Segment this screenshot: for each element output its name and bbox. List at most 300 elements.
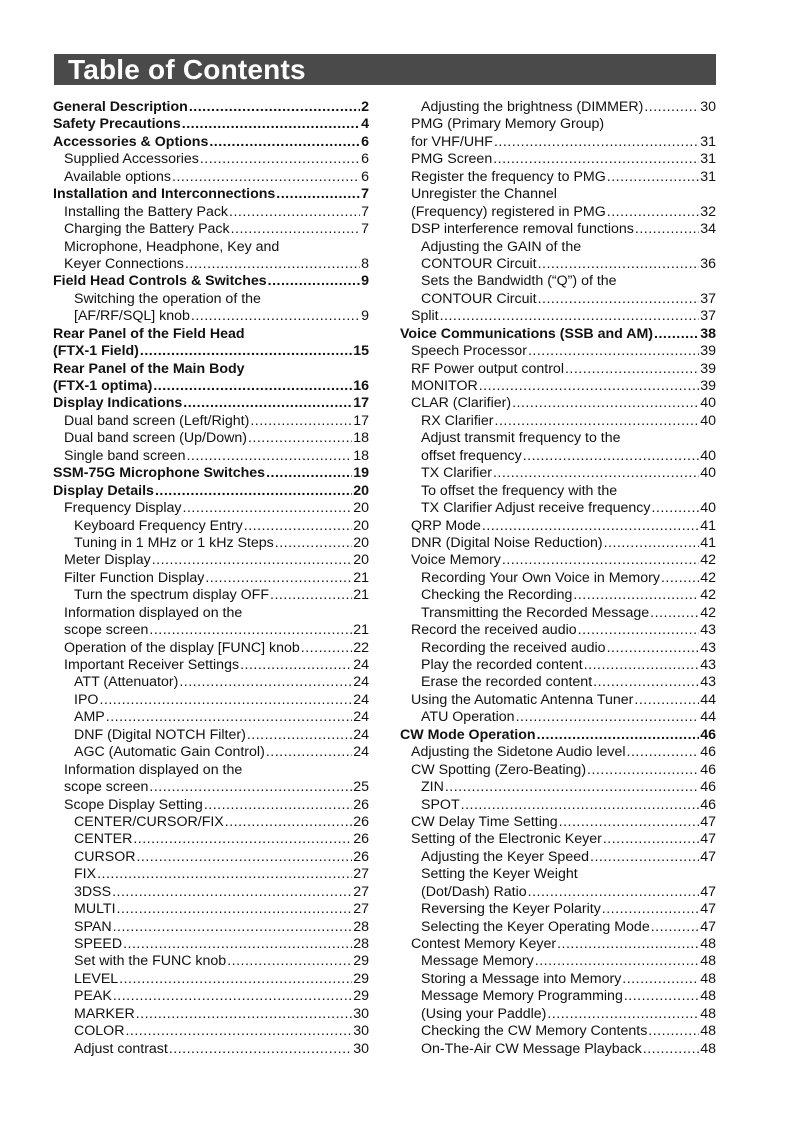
toc-entry[interactable]: [53, 308, 369, 325]
toc-entry-page: 31: [700, 168, 716, 185]
toc-entry-title: On-The-Air CW Message Playback: [421, 1040, 642, 1057]
toc-entry[interactable]: [400, 605, 716, 622]
toc-entry-title: ATT (Attenuator): [74, 674, 179, 691]
dot-leader: [482, 518, 699, 535]
toc-entry[interactable]: [53, 971, 369, 988]
dot-leader: [209, 134, 360, 151]
dot-leader: [266, 465, 352, 482]
toc-entry-title: Record the received audio: [411, 622, 577, 639]
toc-entry[interactable]: [400, 849, 716, 866]
toc-entry-page: 19: [353, 465, 369, 482]
toc-entry[interactable]: [400, 866, 716, 883]
toc-entry[interactable]: [400, 622, 716, 639]
toc-entry[interactable]: [53, 622, 369, 639]
toc-entry[interactable]: [400, 256, 716, 273]
toc-entry[interactable]: [400, 901, 716, 918]
toc-entry-page: 43: [700, 674, 716, 691]
toc-entry-title: (Frequency) registered in PMG: [411, 203, 606, 220]
toc-entry-page: 40: [700, 412, 716, 429]
toc-entry-page: 26: [353, 831, 369, 848]
toc-entry[interactable]: [53, 465, 369, 482]
toc-entry[interactable]: [400, 343, 716, 360]
toc-entry[interactable]: [400, 831, 716, 848]
toc-entry-page: 20: [353, 552, 369, 569]
toc-entry-title: Rear Panel of the Field Head: [53, 325, 245, 342]
toc-entry-page: 18: [353, 430, 369, 447]
toc-entry[interactable]: [53, 151, 369, 168]
dot-leader: [493, 465, 699, 482]
dot-leader: [113, 988, 352, 1005]
toc-entry[interactable]: [400, 361, 716, 378]
toc-entry-title: FIX: [74, 866, 97, 883]
toc-entry-title: Dual band screen (Left/Right): [64, 412, 250, 429]
toc-entry-title: Installation and Interconnections: [53, 186, 276, 203]
toc-entry[interactable]: [400, 797, 716, 814]
toc-entry[interactable]: [53, 692, 369, 709]
toc-entry[interactable]: [53, 988, 369, 1005]
dot-leader: [113, 919, 353, 936]
toc-entry[interactable]: [400, 116, 716, 133]
dot-leader: [650, 605, 699, 622]
toc-entry-page: 29: [353, 970, 369, 987]
dot-leader: [155, 483, 352, 500]
toc-entry-title: IPO: [74, 691, 99, 708]
toc-entry[interactable]: [53, 273, 369, 290]
toc-entry[interactable]: [400, 221, 716, 238]
dot-leader: [149, 779, 352, 796]
toc-entry[interactable]: [53, 1006, 369, 1023]
toc-entry[interactable]: [400, 151, 716, 168]
toc-entry[interactable]: [53, 378, 369, 395]
toc-entry-page: 47: [700, 918, 716, 935]
toc-entry-page: 40: [700, 447, 716, 464]
toc-entry[interactable]: [53, 134, 369, 151]
toc-entry-title: Play the recorded content: [421, 657, 583, 673]
toc-entry[interactable]: [400, 692, 716, 709]
toc-entry-title: PEAK: [74, 988, 112, 1005]
toc-entry-page: 46: [700, 761, 716, 778]
toc-entry[interactable]: [53, 727, 369, 744]
toc-entry-title: offset frequency: [421, 447, 522, 464]
toc-entry[interactable]: [53, 1023, 369, 1040]
toc-entry-page: 48: [700, 1023, 716, 1040]
toc-entry-page: 42: [700, 569, 716, 586]
dot-leader: [133, 831, 352, 848]
toc-entry-title: Adjusting the Keyer Speed: [421, 848, 589, 865]
toc-entry-title: Keyer Connections: [64, 255, 184, 272]
toc-entry[interactable]: [53, 657, 369, 674]
toc-entry[interactable]: [400, 657, 716, 674]
toc-entry-page: 6: [361, 151, 369, 168]
toc-entry[interactable]: [400, 814, 716, 831]
toc-entry-page: 21: [353, 587, 369, 604]
toc-entry-page: 37: [700, 308, 716, 325]
dot-leader: [495, 413, 700, 430]
toc-entry[interactable]: [53, 204, 369, 221]
toc-entry-page: 20: [353, 517, 369, 534]
toc-entry[interactable]: [400, 709, 716, 726]
toc-entry[interactable]: [53, 291, 369, 308]
toc-entry-page: 7: [361, 203, 369, 220]
toc-entry-title: Accessories & Options: [53, 133, 209, 150]
toc-entry-title: PMG Screen: [411, 151, 493, 168]
toc-entry[interactable]: [53, 326, 369, 343]
toc-entry-page: 24: [353, 657, 369, 673]
toc-entry-title: Using the Automatic Antenna Tuner: [411, 691, 634, 708]
toc-entry-page: 43: [700, 639, 716, 656]
toc-entry-title: Operation of the display [FUNC] knob: [64, 639, 300, 656]
toc-entry[interactable]: [53, 779, 369, 796]
dot-leader: [136, 849, 352, 866]
toc-entry-page: 47: [700, 831, 716, 848]
toc-entry-page: 38: [700, 325, 716, 342]
toc-entry-title: (FTX-1 optima): [53, 378, 153, 394]
toc-entry[interactable]: [53, 640, 369, 657]
dot-leader: [627, 744, 700, 761]
toc-entry-title: Register the frequency to PMG: [411, 168, 606, 185]
toc-entry-title: Safety Precautions: [53, 116, 181, 133]
dot-leader: [240, 657, 352, 674]
dot-leader: [276, 186, 360, 203]
toc-entry[interactable]: [400, 988, 716, 1005]
dot-leader: [204, 797, 352, 814]
toc-entry-page: 42: [700, 587, 716, 604]
dot-leader: [607, 169, 699, 186]
toc-entry-title: Contest Memory Keyer: [411, 936, 557, 952]
dot-leader: [200, 151, 360, 168]
toc-entry[interactable]: [400, 953, 716, 970]
toc-entry[interactable]: [53, 169, 369, 186]
toc-entry-page: 47: [700, 813, 716, 830]
dot-leader: [624, 988, 699, 1005]
toc-entry[interactable]: [53, 919, 369, 936]
toc-entry-page: 46: [700, 726, 716, 743]
dot-leader: [179, 674, 352, 691]
toc-entry-page: 44: [700, 709, 716, 726]
dot-leader: [537, 727, 700, 744]
toc-entry[interactable]: [53, 866, 369, 883]
dot-leader: [136, 1006, 353, 1023]
toc-entry-title: scope screen: [64, 622, 149, 639]
toc-entry[interactable]: [53, 709, 369, 726]
toc-entry-title: AMP: [74, 709, 105, 726]
toc-entry-page: 25: [353, 779, 369, 796]
toc-entry-page: 7: [361, 221, 369, 238]
toc-entry[interactable]: [53, 552, 369, 569]
toc-entry[interactable]: [53, 186, 369, 203]
toc-entry-title: CW Spotting (Zero-Beating): [411, 761, 587, 778]
toc-entry[interactable]: [400, 413, 716, 430]
toc-entry[interactable]: [53, 884, 369, 901]
toc-entry[interactable]: [400, 640, 716, 657]
dot-leader: [270, 587, 352, 604]
dot-leader: [461, 797, 700, 814]
toc-entry[interactable]: [53, 395, 369, 412]
toc-entry-title: 3DSS: [74, 883, 112, 900]
toc-entry[interactable]: [400, 1006, 716, 1023]
dot-leader: [528, 884, 700, 901]
toc-entry[interactable]: [53, 901, 369, 918]
dot-leader: [106, 709, 352, 726]
toc-entry[interactable]: [400, 291, 716, 308]
toc-entry[interactable]: [53, 605, 369, 622]
toc-entry-title: Reversing the Keyer Polarity: [421, 901, 601, 918]
toc-entry[interactable]: [53, 500, 369, 517]
toc-entry-title: RX Clarifier: [421, 412, 494, 429]
dot-leader: [648, 1023, 699, 1040]
toc-entry[interactable]: [400, 395, 716, 412]
dot-leader: [538, 256, 700, 273]
dot-leader: [189, 99, 360, 116]
toc-entry-page: 24: [353, 691, 369, 708]
toc-entry[interactable]: [53, 831, 369, 848]
toc-entry-title: Supplied Accessories: [64, 151, 199, 168]
toc-entry[interactable]: [400, 674, 716, 691]
dot-leader: [183, 395, 352, 412]
toc-entry-page: 47: [700, 883, 716, 900]
toc-entry-page: 21: [353, 622, 369, 639]
toc-entry-title: CENTER: [74, 831, 133, 848]
dot-leader: [635, 221, 699, 238]
toc-entry[interactable]: [53, 448, 369, 465]
toc-entry-page: 24: [353, 709, 369, 726]
toc-entry[interactable]: [53, 797, 369, 814]
toc-entry-title: CURSOR: [74, 848, 136, 865]
toc-entry-title: Dual band screen (Up/Down): [64, 430, 247, 447]
toc-entry-page: 46: [700, 796, 716, 813]
toc-entry[interactable]: [400, 326, 716, 343]
toc-entry-page: 20: [353, 482, 369, 499]
dot-leader: [593, 674, 699, 691]
toc-entry[interactable]: [400, 919, 716, 936]
toc-entry-page: 48: [700, 970, 716, 987]
dot-leader: [117, 901, 353, 918]
toc-entry[interactable]: [400, 535, 716, 552]
toc-entry-title: DNR (Digital Noise Reduction): [411, 534, 603, 551]
toc-entry-title: Scope Display Setting: [64, 796, 203, 813]
toc-entry-page: 21: [353, 569, 369, 586]
toc-entry-title: QRP Mode: [411, 517, 481, 534]
toc-entry-page: 30: [353, 1040, 369, 1057]
toc-entry-page: 26: [353, 796, 369, 813]
toc-entry-page: 48: [700, 936, 716, 952]
toc-entry[interactable]: [53, 221, 369, 238]
toc-entry-page: 2: [361, 99, 369, 115]
toc-entry-page: 28: [353, 936, 369, 952]
toc-entry[interactable]: [400, 971, 716, 988]
toc-entry[interactable]: [400, 884, 716, 901]
dot-leader: [266, 744, 352, 761]
toc-entry-title: ZIN: [421, 779, 444, 796]
toc-entry-title: DSP interference removal functions: [411, 221, 634, 238]
toc-entry-page: 42: [700, 552, 716, 569]
toc-title-bar: [54, 54, 716, 85]
toc-entry[interactable]: [400, 1023, 716, 1040]
toc-entry-title: TX Clarifier: [421, 465, 492, 482]
dot-leader: [119, 971, 352, 988]
toc-entry[interactable]: [400, 204, 716, 221]
dot-leader: [152, 552, 352, 569]
toc-entry[interactable]: [400, 239, 716, 256]
dot-leader: [183, 500, 353, 517]
toc-entry-page: 28: [353, 918, 369, 935]
toc-entry-page: 17: [353, 395, 369, 412]
toc-entry-title: Rear Panel of the Main Body: [53, 360, 245, 377]
dot-leader: [557, 936, 699, 953]
toc-entry-title: LEVEL: [74, 970, 119, 987]
toc-entry[interactable]: [53, 570, 369, 587]
dot-leader: [493, 151, 699, 168]
toc-entry-page: 46: [700, 744, 716, 761]
toc-entry[interactable]: [53, 116, 369, 133]
toc-entry[interactable]: [400, 273, 716, 290]
toc-entry[interactable]: [53, 413, 369, 430]
dot-leader: [301, 640, 352, 657]
toc-entry[interactable]: [400, 518, 716, 535]
dot-leader: [99, 692, 352, 709]
toc-entry[interactable]: [53, 744, 369, 761]
toc-left-column: [53, 99, 369, 1058]
toc-entry[interactable]: [400, 570, 716, 587]
toc-entry[interactable]: [53, 762, 369, 779]
toc-entry[interactable]: [400, 448, 716, 465]
toc-entry[interactable]: [53, 239, 369, 256]
toc-entry-page: 31: [700, 151, 716, 168]
toc-entry[interactable]: [53, 849, 369, 866]
toc-entry[interactable]: [53, 518, 369, 535]
toc-entry[interactable]: [400, 308, 716, 325]
dot-leader: [186, 448, 352, 465]
toc-entry-title: Checking the Recording: [421, 587, 573, 604]
toc-entry-page: 43: [700, 657, 716, 673]
toc-entry-title: Setting of the Electronic Keyer: [411, 831, 602, 848]
dot-leader: [607, 640, 700, 657]
toc-entry-page: 20: [353, 534, 369, 551]
toc-entry-page: 29: [353, 953, 369, 970]
dot-leader: [634, 692, 699, 709]
toc-entry[interactable]: [53, 483, 369, 500]
toc-entry[interactable]: [400, 762, 716, 779]
toc-entry[interactable]: [400, 134, 716, 151]
toc-entry[interactable]: [400, 483, 716, 500]
toc-entry-title: Message Memory Programming: [421, 988, 623, 1005]
dot-leader: [565, 361, 699, 378]
toc-entry-title: Keyboard Frequency Entry: [74, 517, 243, 534]
toc-entry[interactable]: [400, 465, 716, 482]
toc-entry-title: [AF/RF/SQL] knob: [74, 308, 190, 325]
dot-leader: [227, 953, 352, 970]
toc-entry-page: 30: [353, 1023, 369, 1040]
toc-entry[interactable]: [400, 587, 716, 604]
toc-entry-title: Information displayed on the: [64, 604, 243, 621]
toc-entry-title: ATU Operation: [421, 709, 515, 726]
dot-leader: [654, 326, 699, 343]
toc-entry[interactable]: [53, 674, 369, 691]
toc-entry-title: Split: [411, 308, 439, 325]
toc-right-column: [400, 99, 716, 1058]
toc-entry[interactable]: [53, 99, 369, 116]
toc-entry-title: Turn the spectrum display OFF: [74, 587, 270, 604]
toc-entry[interactable]: [53, 1041, 369, 1058]
toc-entry[interactable]: [400, 936, 716, 953]
dot-leader: [231, 221, 361, 238]
toc-entry[interactable]: [53, 936, 369, 953]
toc-entry[interactable]: [400, 430, 716, 447]
toc-entry-title: (Dot/Dash) Ratio: [421, 883, 527, 900]
toc-entry[interactable]: [400, 1041, 716, 1058]
dot-leader: [622, 971, 699, 988]
toc-entry-title: AGC (Automatic Gain Control): [74, 744, 265, 761]
dot-leader: [182, 116, 360, 133]
toc-entry-title: Frequency Display: [64, 500, 182, 517]
toc-entry[interactable]: [400, 500, 716, 517]
toc-entry-page: 47: [700, 901, 716, 918]
dot-leader: [584, 657, 700, 674]
toc-entry[interactable]: [53, 535, 369, 552]
dot-leader: [502, 552, 699, 569]
toc-entry[interactable]: [400, 727, 716, 744]
dot-leader: [643, 1041, 699, 1058]
toc-entry-page: 24: [353, 744, 369, 761]
toc-entry[interactable]: [400, 552, 716, 569]
toc-entry-page: 27: [353, 866, 369, 883]
toc-entry[interactable]: [53, 953, 369, 970]
toc-entry-page: 43: [700, 622, 716, 639]
toc-entry[interactable]: [400, 186, 716, 203]
toc-entry-title: Set with the FUNC knob: [74, 953, 227, 970]
toc-entry[interactable]: [400, 169, 716, 186]
dot-leader: [268, 273, 360, 290]
dot-leader: [244, 518, 352, 535]
toc-entry-title: for VHF/UHF: [411, 133, 493, 150]
toc-entry[interactable]: [400, 99, 716, 116]
toc-entry[interactable]: [53, 343, 369, 360]
toc-entry-page: 46: [700, 779, 716, 796]
dot-leader: [661, 570, 699, 587]
dot-leader: [123, 936, 352, 953]
toc-entry[interactable]: [53, 430, 369, 447]
dot-leader: [607, 204, 699, 221]
toc-entry-title: Storing a Message into Memory: [421, 970, 622, 987]
dot-leader: [604, 535, 700, 552]
toc-entry[interactable]: [53, 361, 369, 378]
toc-entry-page: 41: [700, 517, 716, 534]
toc-entry-page: 8: [361, 255, 369, 272]
toc-entry-page: 27: [353, 901, 369, 918]
toc-entry[interactable]: [53, 587, 369, 604]
toc-entry-title: Single band screen: [64, 447, 186, 464]
toc-entry-title: Display Indications: [53, 395, 183, 412]
dot-leader: [602, 901, 699, 918]
toc-entry-page: 22: [353, 639, 369, 656]
toc-entry-title: CENTER/CURSOR/FIX: [74, 813, 224, 830]
toc-entry[interactable]: [400, 378, 716, 395]
dot-leader: [153, 378, 352, 395]
toc-entry-page: 32: [700, 203, 716, 220]
dot-leader: [578, 622, 700, 639]
toc-entry-title: CLAR (Clarifier): [411, 395, 512, 412]
toc-entry[interactable]: [400, 744, 716, 761]
toc-entry-page: 9: [361, 308, 369, 325]
toc-entry-title: CW Delay Time Setting: [411, 813, 558, 830]
dot-leader: [559, 814, 700, 831]
toc-entry[interactable]: [53, 814, 369, 831]
toc-entry-title: SSM-75G Microphone Switches: [53, 465, 266, 482]
toc-entry[interactable]: [400, 779, 716, 796]
toc-entry[interactable]: [53, 256, 369, 273]
toc-entry-title: Recording the received audio: [421, 639, 606, 656]
toc-entry-page: 24: [353, 674, 369, 691]
